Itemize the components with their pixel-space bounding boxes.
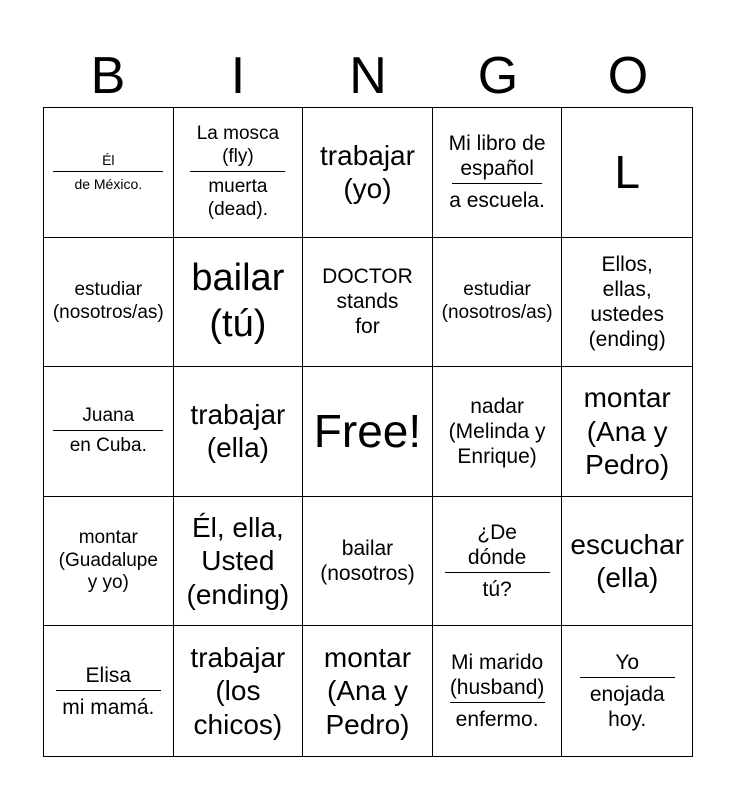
bingo-cell-b-5[interactable]	[44, 626, 174, 756]
bingo-cell-i-2[interactable]	[174, 238, 304, 368]
cell-text: montar (Ana y Pedro)	[583, 382, 671, 481]
fill-in-blank-line	[190, 171, 285, 172]
cell-prompt-bottom: tú?	[482, 578, 512, 602]
cell-prompt-top: Mi marido (husband)	[449, 650, 545, 700]
cell-text: Free!	[313, 404, 422, 457]
cell-prompt-top: Él	[102, 152, 115, 168]
bingo-cell-i-5[interactable]	[174, 626, 304, 756]
cell-text: trabajar (ella)	[190, 398, 286, 464]
bingo-cell-n-1[interactable]	[303, 108, 433, 238]
bingo-cell-g-3[interactable]	[433, 367, 563, 497]
bingo-cell-b-2[interactable]	[44, 238, 174, 368]
bingo-cell-i-3[interactable]	[174, 367, 304, 497]
bingo-cell-n-2[interactable]	[303, 238, 433, 368]
bingo-cell-i-1[interactable]	[174, 108, 304, 238]
bingo-cell-o-3[interactable]	[562, 367, 692, 497]
cell-text: DOCTOR stands for	[322, 265, 413, 339]
cell-prompt-top: La mosca (fly)	[196, 123, 280, 167]
cell-prompt-bottom: de México.	[74, 175, 143, 192]
cell-prompt-bottom: en Cuba.	[69, 434, 147, 456]
bingo-cell-b-3[interactable]	[44, 367, 174, 497]
bingo-cell-g-5[interactable]	[433, 626, 563, 756]
fill-in-blank-line	[53, 430, 163, 431]
fill-in-blank-line	[53, 171, 163, 172]
cell-text: escuchar (ella)	[570, 528, 684, 594]
cell-prompt-top: Yo	[615, 650, 640, 674]
fill-in-blank-line	[580, 677, 675, 678]
cell-text: bailar (tú)	[191, 257, 285, 345]
bingo-cell-n-4[interactable]	[303, 497, 433, 627]
bingo-cell-n-5[interactable]	[303, 626, 433, 756]
bingo-cell-o-5[interactable]	[562, 626, 692, 756]
cell-prompt-bottom: muerta (dead).	[207, 175, 268, 220]
bingo-header	[43, 46, 693, 106]
bingo-cell-g-4[interactable]	[433, 497, 563, 627]
cell-text: trabajar (yo)	[320, 139, 415, 205]
header-letter-n: N	[349, 47, 387, 105]
bingo-cell-g-1[interactable]	[433, 108, 563, 238]
cell-prompt-bottom: enojada hoy.	[589, 683, 665, 732]
cell-text: nadar (Melinda y Enrique)	[448, 394, 546, 469]
bingo-cell-i-4[interactable]	[174, 497, 304, 627]
header-letter-o: O	[607, 47, 649, 105]
bingo-cell-g-2[interactable]	[433, 238, 563, 368]
cell-prompt-top: Mi libro de español	[448, 132, 546, 181]
bingo-cell-o-4[interactable]	[562, 497, 692, 627]
bingo-cell-o-1[interactable]	[562, 108, 692, 238]
cell-text: trabajar (los chicos)	[190, 641, 286, 740]
cell-prompt-bottom: enfermo.	[455, 708, 539, 732]
fill-in-blank-line	[445, 572, 550, 573]
header-letter-g: G	[477, 47, 519, 105]
bingo-board	[43, 107, 693, 757]
cell-prompt-bottom: a escuela.	[449, 189, 545, 213]
header-letter-b: B	[90, 47, 126, 105]
cell-text: estudiar (nosotros/as)	[441, 279, 553, 323]
cell-text: L	[614, 145, 640, 198]
fill-in-blank-line	[56, 690, 161, 691]
cell-text: estudiar (nosotros/as)	[52, 279, 164, 323]
cell-prompt-top: Juana	[82, 405, 135, 427]
fill-in-blank-line	[452, 183, 542, 184]
bingo-cell-o-2[interactable]	[562, 238, 692, 368]
bingo-cell-b-4[interactable]	[44, 497, 174, 627]
cell-prompt-top: Elisa	[85, 663, 132, 687]
cell-text: montar (Ana y Pedro)	[323, 641, 412, 740]
bingo-cell-b-1[interactable]	[44, 108, 174, 238]
cell-prompt-bottom: mi mamá.	[62, 695, 155, 719]
fill-in-blank-line	[450, 702, 545, 703]
header-letter-i: I	[230, 47, 246, 105]
cell-text: Él, ella, Usted (ending)	[186, 511, 290, 610]
cell-text: bailar (nosotros)	[320, 536, 415, 586]
cell-text: montar (Guadalupe y yo)	[58, 526, 158, 594]
cell-text: Ellos, ellas, ustedes (ending)	[588, 252, 666, 352]
bingo-cell-n-3[interactable]	[303, 367, 433, 497]
cell-prompt-top: ¿De dónde	[467, 520, 527, 569]
